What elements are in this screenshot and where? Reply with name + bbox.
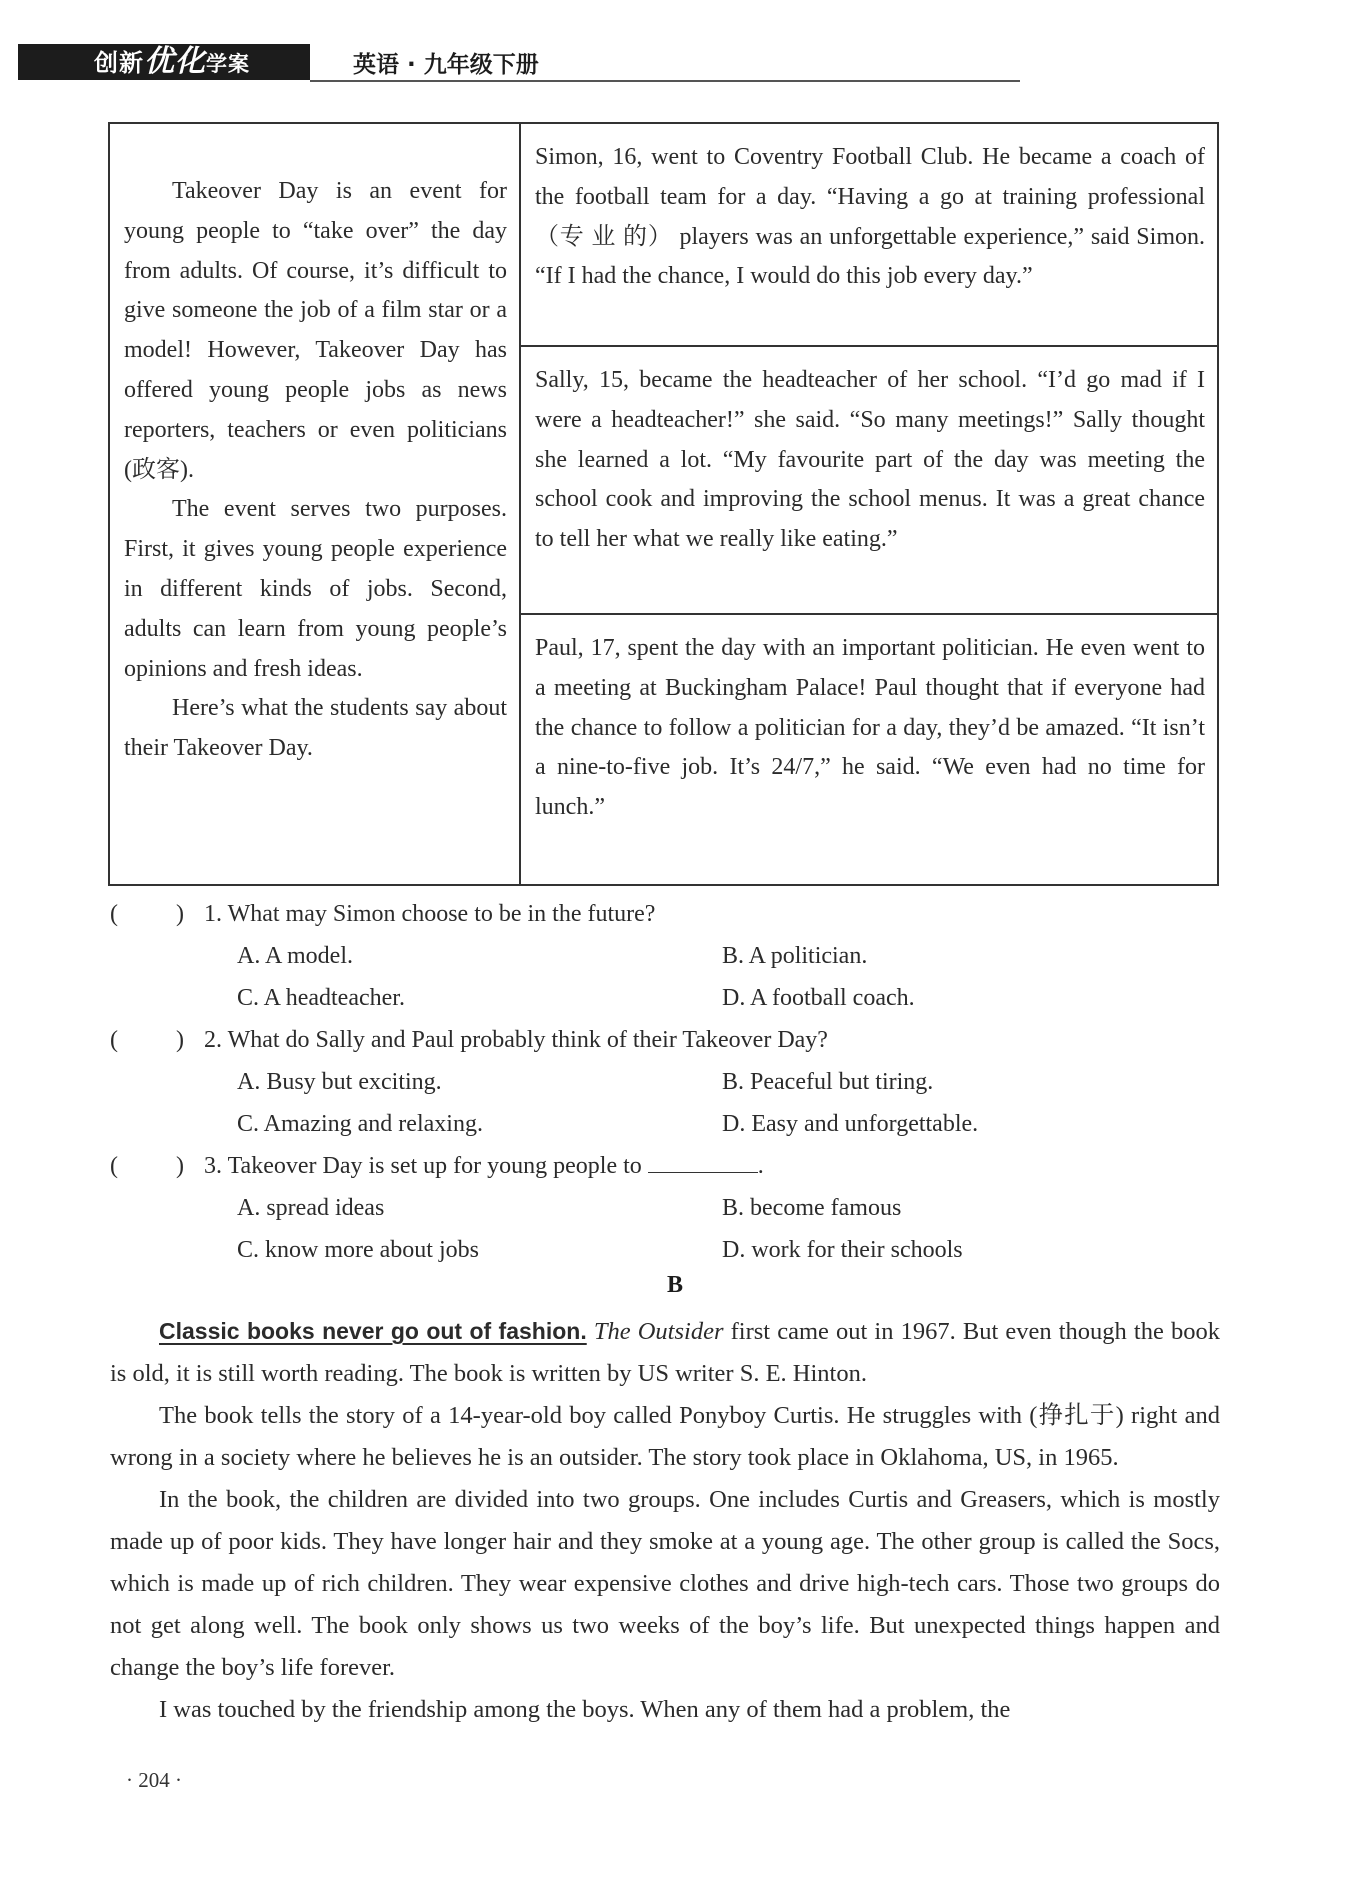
option-b: B. Peaceful but tiring. <box>722 1069 934 1095</box>
intro-paragraph-1: Takeover Day is an event for young people to “take over” the day from adults. Of course, it’s difficult to give someone the job of a film star or a model! However, Takeover Day has offered young people jobs as news reporters, teachers or even politicians (政客). <box>124 178 507 483</box>
question-text: 2. What do Sally and Paul probably think of their Takeover Day? <box>204 1027 828 1053</box>
option-d: D. Easy and unforgettable. <box>722 1111 979 1137</box>
story-sally: Sally, 15, became the headteacher of her school. “I’d go mad if I were a headteacher!” she said. “So many meetings!” Sally thought she learned a lot. “My favourite part of the day was meeting the school cook and improving the school menus. It was a great chance to tell her what we really like eating.” <box>535 367 1205 553</box>
option-d: D. A football coach. <box>722 985 915 1011</box>
story-cell-sally <box>521 347 1217 615</box>
intro-paragraph-2: The event serves two purposes. First, it gives young people experience in different kinds of jobs. Second, adults can learn from young people’s opinions and fresh ideas. <box>124 496 507 682</box>
section-b-passage <box>110 1310 1220 1731</box>
section-b-paragraph-1 <box>110 1310 1220 1395</box>
question-3 <box>108 1145 1228 1271</box>
answer-paren-close: ) <box>176 1153 184 1179</box>
intro-paragraph-3: Here’s what the students say about their Takeover Day. <box>124 695 507 762</box>
answer-blank <box>648 1148 758 1173</box>
question-2 <box>108 1019 1228 1145</box>
option-d: D. work for their schools <box>722 1237 963 1263</box>
section-b-paragraph-3: In the book, the children are divided into two groups. One includes Curtis and Greasers, which is mostly made up of poor kids. They have longer hair and they smoke at a young age. The other group is called the Socs, which is made up of rich children. They wear expensive clothes and drive high-tech cars. Those two groups do not get along well. The book only shows us two weeks of the boy’s life. But unexpected things happen and change the boy’s life forever. <box>110 1486 1220 1681</box>
option-a: A. spread ideas <box>237 1195 385 1221</box>
question-end: . <box>757 1153 764 1179</box>
answer-paren-open: ( <box>110 901 118 927</box>
question-text <box>204 1145 764 1187</box>
series-brand-logo <box>18 44 310 80</box>
section-b-label: B <box>666 1272 683 1298</box>
answer-paren-open: ( <box>110 1027 118 1053</box>
section-b-paragraph-2: The book tells the story of a 14-year-old boy called Ponyboy Curtis. He struggles with (挣扎于) right and wrong in a society where he believes he is an outsider. The story took place in Oklahoma, US, in 1965. <box>110 1402 1220 1471</box>
paragraph-1-rest: first came out in 1967. But even though the book is old, it is still worth reading. The book is written by US writer S. E. Hinton. <box>110 1318 1220 1387</box>
question-stem: 3. Takeover Day is set up for young people to <box>204 1153 648 1179</box>
option-a: A. A model. <box>237 943 354 969</box>
question-1 <box>108 893 1228 1019</box>
answer-paren-open: ( <box>110 1153 118 1179</box>
option-c: C. Amazing and relaxing. <box>237 1111 483 1137</box>
option-b: B. become famous <box>722 1195 902 1221</box>
story-cell-simon <box>521 124 1217 347</box>
answer-paren-close: ) <box>176 1027 184 1053</box>
brand-big: 优化 <box>144 44 206 79</box>
brand-pre: 创新 <box>94 49 144 77</box>
option-c: C. A headteacher. <box>237 985 405 1011</box>
book-title: 英语 · 九年级下册 <box>353 52 539 78</box>
passage-headline: Classic books never go out of fashion. <box>159 1318 587 1344</box>
option-b: B. A politician. <box>722 943 868 969</box>
page-number: · 204 · <box>126 1768 182 1792</box>
story-simon: Simon, 16, went to Coventry Football Club. He became a coach of the football team for a day. “Having a go at training professional （专 业 的） players was an unforgettable experience,” said Simon. “If I had the chance, I would do this job every day.” <box>535 144 1205 290</box>
intro-column <box>110 124 521 884</box>
stories-column <box>521 124 1217 884</box>
page-header <box>18 44 1330 82</box>
question-text: 1. What may Simon choose to be in the future? <box>204 901 656 927</box>
brand-post: 学案 <box>206 52 250 76</box>
book-name: The Outsider <box>593 1318 724 1345</box>
answer-paren-close: ) <box>176 901 184 927</box>
section-b-paragraph-4: I was touched by the friendship among the boys. When any of them had a problem, the <box>159 1696 1011 1723</box>
story-cell-paul <box>521 615 1217 884</box>
header-rule <box>310 80 1020 82</box>
story-paul: Paul, 17, spent the day with an important politician. He even went to a meeting at Buckingham Palace! Paul thought that if everyone had the chance to follow a politician for a day, they’d be amazed. “It isn’t a nine-to-five job. It’s 24/7,” he said. “We even had no time for lunch.” <box>535 635 1205 821</box>
option-c: C. know more about jobs <box>237 1237 479 1263</box>
article-table <box>108 122 1219 886</box>
option-a: A. Busy but exciting. <box>237 1069 442 1095</box>
questions <box>108 893 1228 1271</box>
